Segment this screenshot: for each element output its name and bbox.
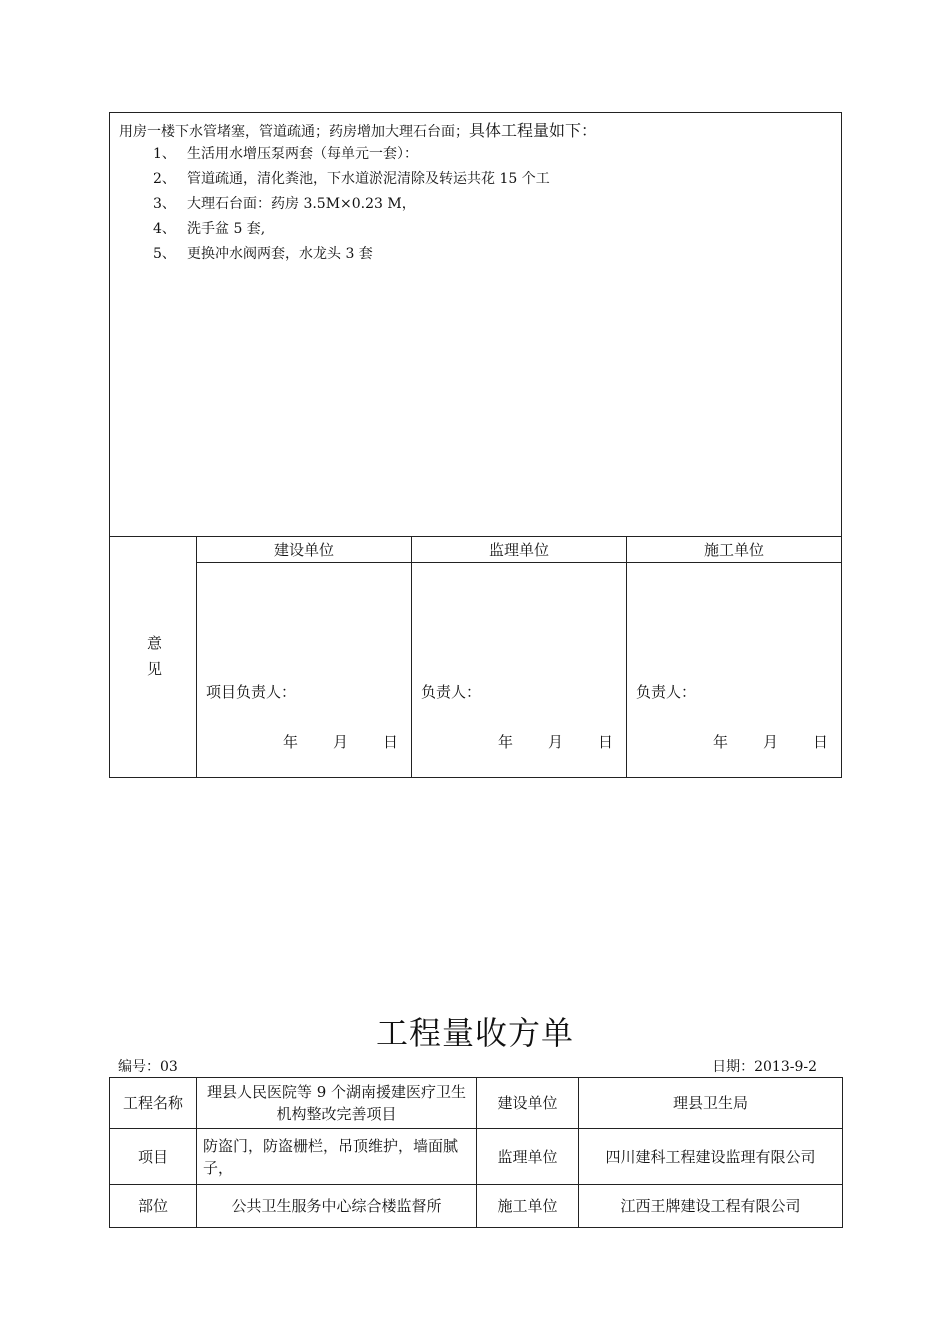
form-title: 工程量收方单 (375, 1014, 574, 1052)
opinion-label-char: 见 (147, 660, 163, 678)
date-month: 月 (548, 733, 564, 751)
intro-suffix: 具体工程量如下： (469, 121, 598, 140)
signer-label: 负责人： (636, 683, 697, 701)
supervision-unit-opinion (412, 537, 627, 777)
date-day: 日 (598, 733, 614, 751)
work-item-text: 更换冲水阀两套，水龙头 3 套 (187, 246, 373, 262)
work-item-list (153, 142, 550, 267)
signature-date (283, 731, 398, 752)
work-item (153, 242, 550, 267)
row-label: 监理单位 (477, 1129, 579, 1185)
work-item-text: 大理石台面：药房 3.5M×0.23 M， (187, 196, 416, 212)
signer-label: 负责人： (421, 683, 482, 701)
row-value: 理县卫生局 (579, 1078, 843, 1129)
work-item-text: 生活用水增压泵两套（每单元一套）： (187, 146, 418, 162)
work-item-number: 5、 (153, 246, 176, 262)
row-value: 四川建科工程建设监理有限公司 (579, 1129, 843, 1185)
date-year: 年 (498, 733, 514, 751)
work-description-cell (110, 113, 841, 537)
work-item (153, 142, 550, 167)
work-item-text: 洗手盆 5 套, (187, 221, 266, 237)
work-item-number: 3、 (153, 196, 176, 212)
row-value: 公共卫生服务中心综合楼监督所 (197, 1185, 477, 1228)
unit-header: 建设单位 (197, 537, 411, 563)
work-quantity-table (109, 112, 842, 778)
row-label: 建设单位 (477, 1078, 579, 1129)
date-day: 日 (383, 733, 399, 751)
work-item-text: 管道疏通，清化粪池，下水道淤泥清除及转运共花 15 个工 (187, 171, 550, 187)
date-day: 日 (813, 733, 829, 751)
row-value: 江西王牌建设工程有限公司 (579, 1185, 843, 1228)
date-value: 2013-9-2 (754, 1059, 817, 1075)
unit-header: 施工单位 (627, 537, 841, 563)
serial-label: 编号： (118, 1059, 160, 1075)
work-item (153, 192, 550, 217)
row-label: 施工单位 (477, 1185, 579, 1228)
serial-value: 03 (160, 1059, 178, 1075)
project-info-table (109, 1077, 843, 1228)
work-item-number: 2、 (153, 171, 176, 187)
intro-text: 用房一楼下水管堵塞，管道疏通；药房增加大理石台面； (119, 124, 469, 140)
table-row (110, 1185, 843, 1228)
row-label: 项目 (110, 1129, 197, 1185)
work-description-intro (119, 118, 597, 141)
work-item-number: 1、 (153, 146, 176, 162)
signature-date (498, 731, 613, 752)
date-year: 年 (283, 733, 299, 751)
row-value: 理县人民医院等 9 个湖南援建医疗卫生机构整改完善项目 (197, 1078, 477, 1129)
construction-unit-opinion (197, 537, 412, 777)
unit-header: 监理单位 (412, 537, 626, 563)
contractor-unit-opinion (627, 537, 841, 777)
table-row (110, 1078, 843, 1129)
work-item (153, 217, 550, 242)
row-value: 防盗门，防盗栅栏，吊顶维护，墙面腻子， (197, 1129, 477, 1185)
date-label: 日期： (712, 1059, 755, 1075)
work-item-number: 4、 (153, 221, 176, 237)
date-month: 月 (333, 733, 349, 751)
form-date (712, 1056, 817, 1076)
opinion-label-cell (110, 537, 197, 777)
row-label: 工程名称 (110, 1078, 197, 1129)
serial-number (118, 1056, 178, 1076)
row-label: 部位 (110, 1185, 197, 1228)
table-row (110, 1129, 843, 1185)
work-item (153, 167, 550, 192)
opinion-label-char: 意 (147, 634, 163, 652)
signer-label: 项目负责人： (206, 683, 297, 701)
signature-date (713, 731, 828, 752)
date-month: 月 (763, 733, 779, 751)
date-year: 年 (713, 733, 729, 751)
